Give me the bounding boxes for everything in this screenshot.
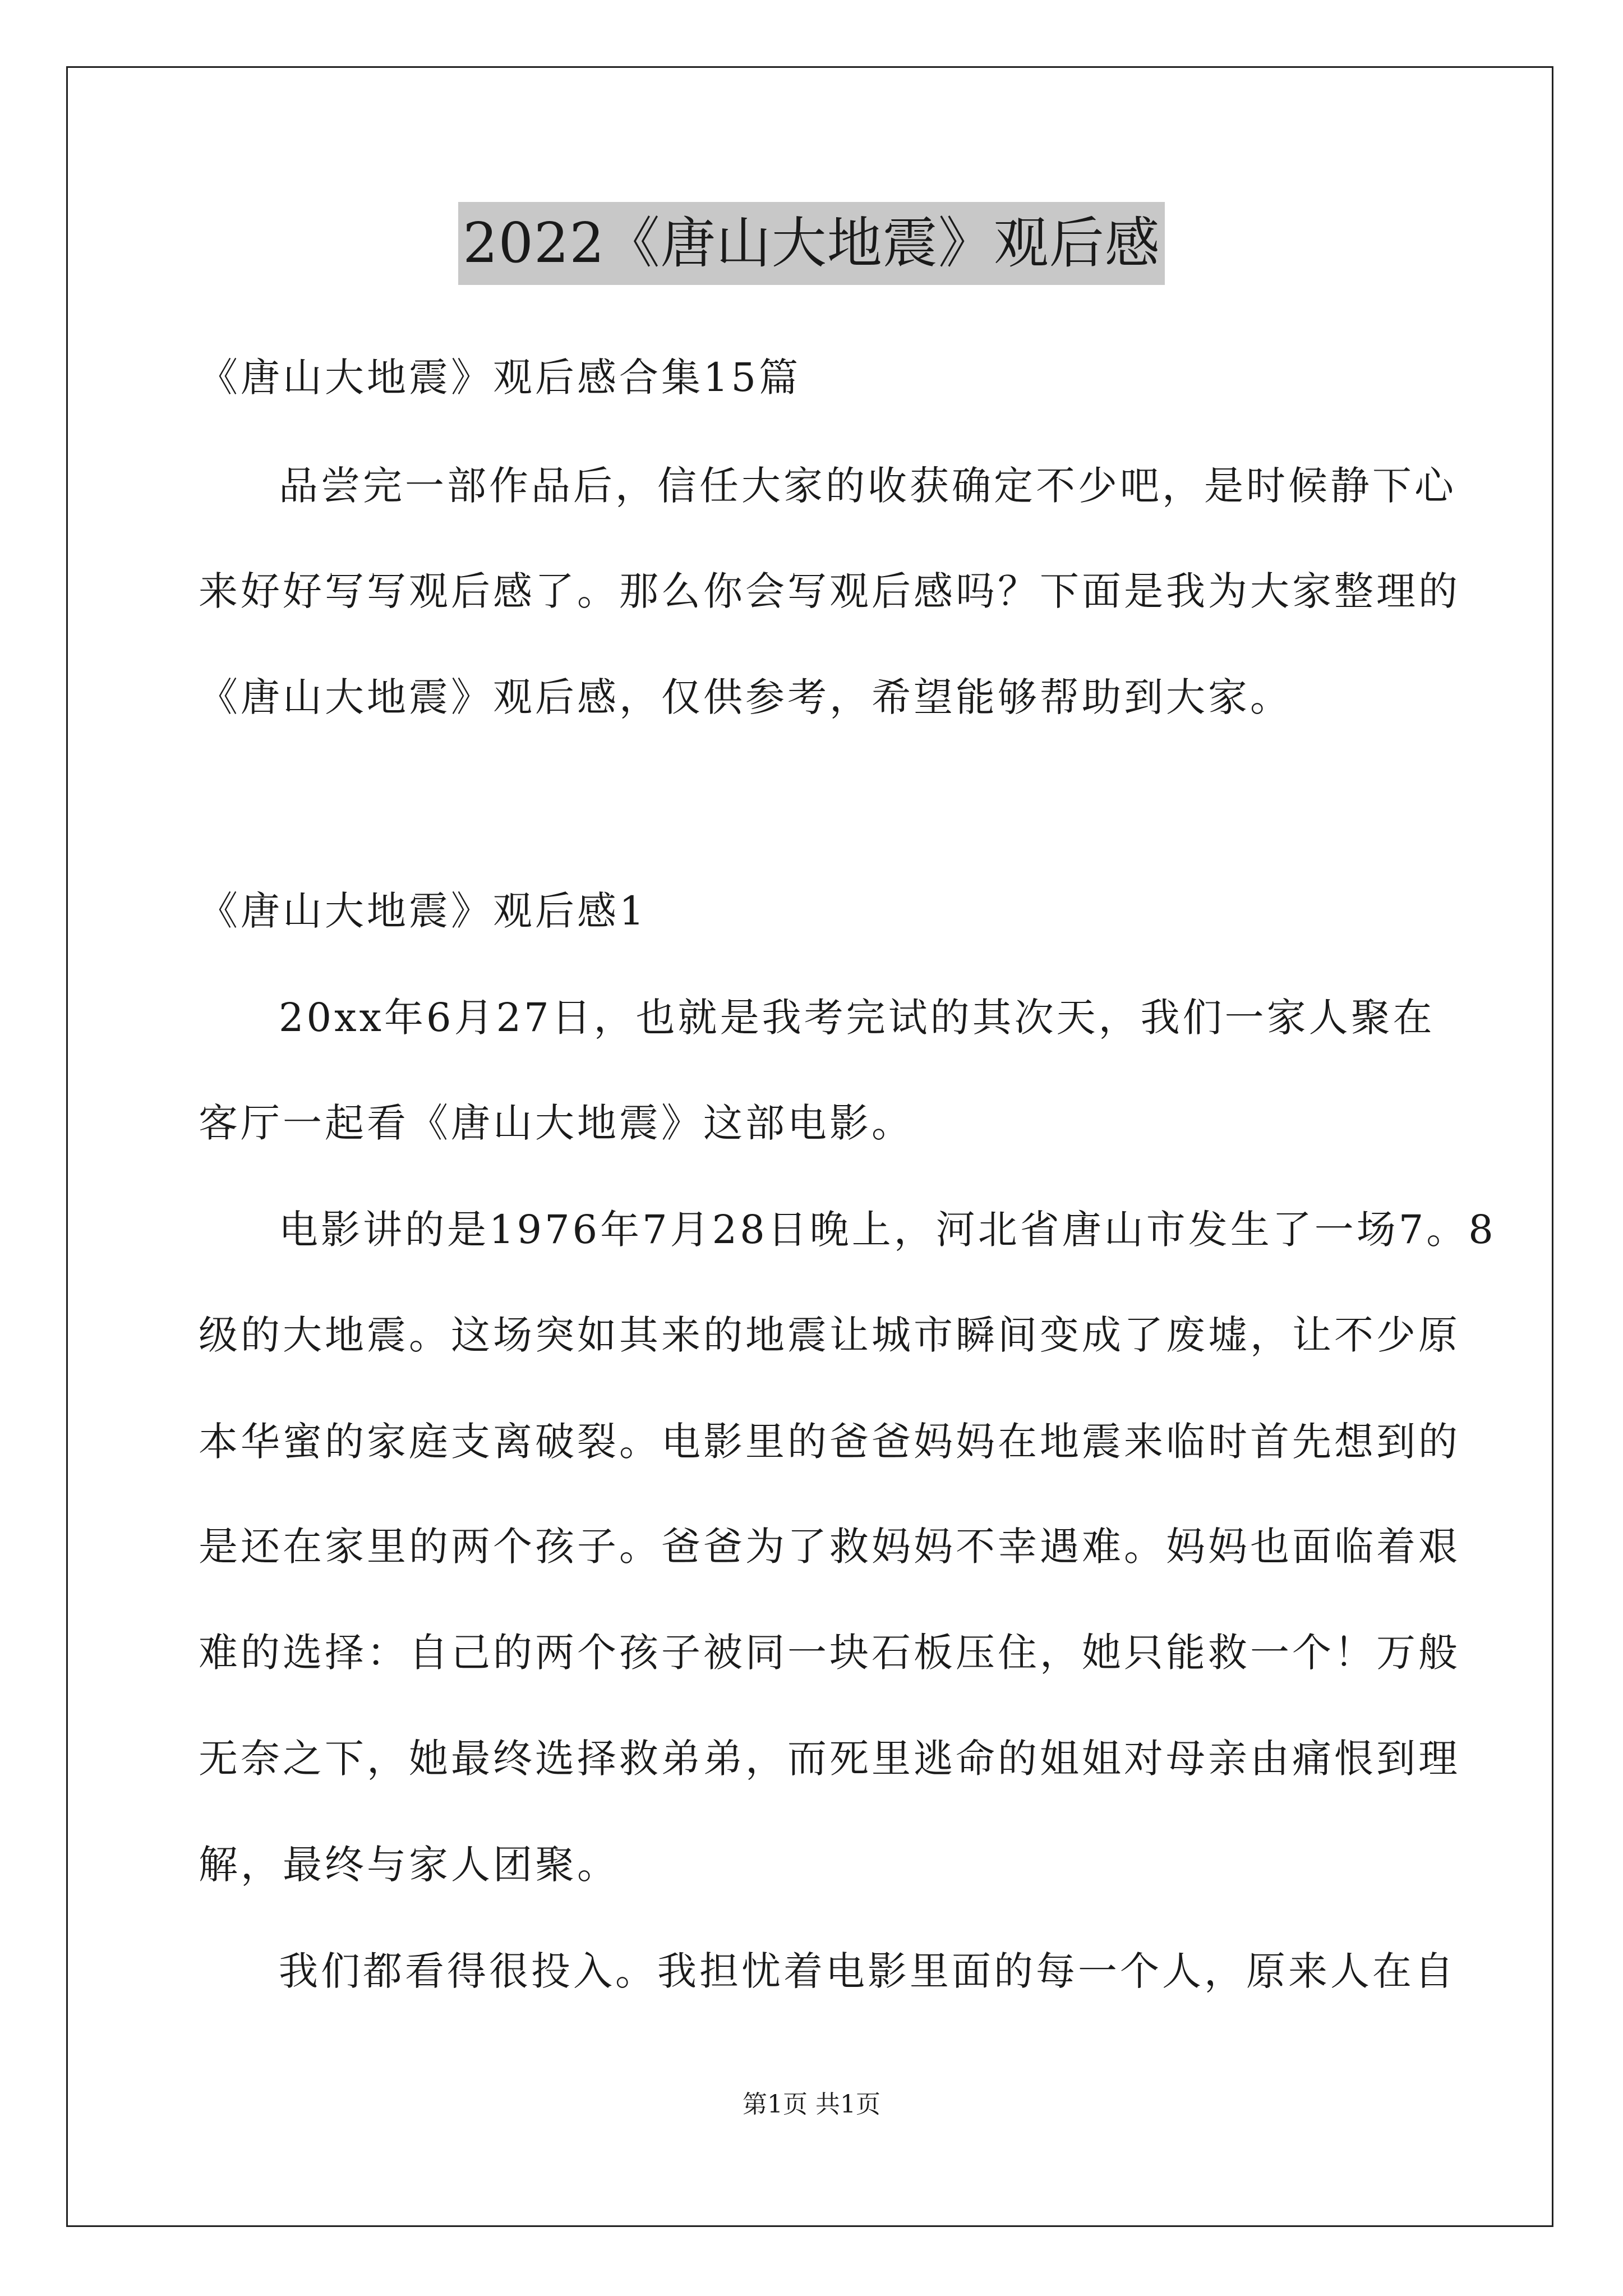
body-paragraph-line: 解，最终与家人团聚。 xyxy=(199,1842,619,1888)
title-container xyxy=(0,202,1623,285)
body-paragraph-line: 级的大地震。这场突如其来的地震让城市瞬间变成了废墟，让不少原 xyxy=(199,1312,1460,1358)
body-paragraph-line: 是还在家里的两个孩子。爸爸为了救妈妈不幸遇难。妈妈也面临着艰 xyxy=(199,1524,1460,1570)
body-paragraph-line: 电影讲的是1976年7月28日晚上，河北省唐山市发生了一场7。8 xyxy=(279,1207,1496,1253)
body-paragraph-line: 本华蜜的家庭支离破裂。电影里的爸爸妈妈在地震来临时首先想到的 xyxy=(199,1419,1460,1465)
body-paragraph-line: 无奈之下，她最终选择救弟弟，而死里逃命的姐姐对母亲由痛恨到理 xyxy=(199,1736,1460,1782)
intro-paragraph-line: 来好好写写观后感了。那么你会写观后感吗？下面是我为大家整理的 xyxy=(199,568,1460,614)
body-paragraph-line: 客厅一起看《唐山大地震》这部电影。 xyxy=(199,1100,914,1146)
body-paragraph-line: 20xx年6月27日，也就是我考完试的其次天，我们一家人聚在 xyxy=(279,995,1435,1041)
document-title: 2022《唐山大地震》观后感 xyxy=(458,202,1164,285)
body-paragraph-line: 我们都看得很投入。我担忧着电影里面的每一个人，原来人在自 xyxy=(279,1948,1456,1994)
intro-paragraph-line: 品尝完一部作品后，信任大家的收获确定不少吧，是时候静下心 xyxy=(279,463,1456,509)
intro-paragraph-line: 《唐山大地震》观后感，仅供参考，希望能够帮助到大家。 xyxy=(199,674,1292,720)
page-footer: 第1页 共1页 xyxy=(743,2090,880,2119)
body-paragraph-line: 难的选择：自己的两个孩子被同一块石板压住，她只能救一个！万般 xyxy=(199,1630,1460,1676)
section-heading: 《唐山大地震》观后感1 xyxy=(199,888,647,934)
collection-subtitle: 《唐山大地震》观后感合集15篇 xyxy=(199,355,801,401)
